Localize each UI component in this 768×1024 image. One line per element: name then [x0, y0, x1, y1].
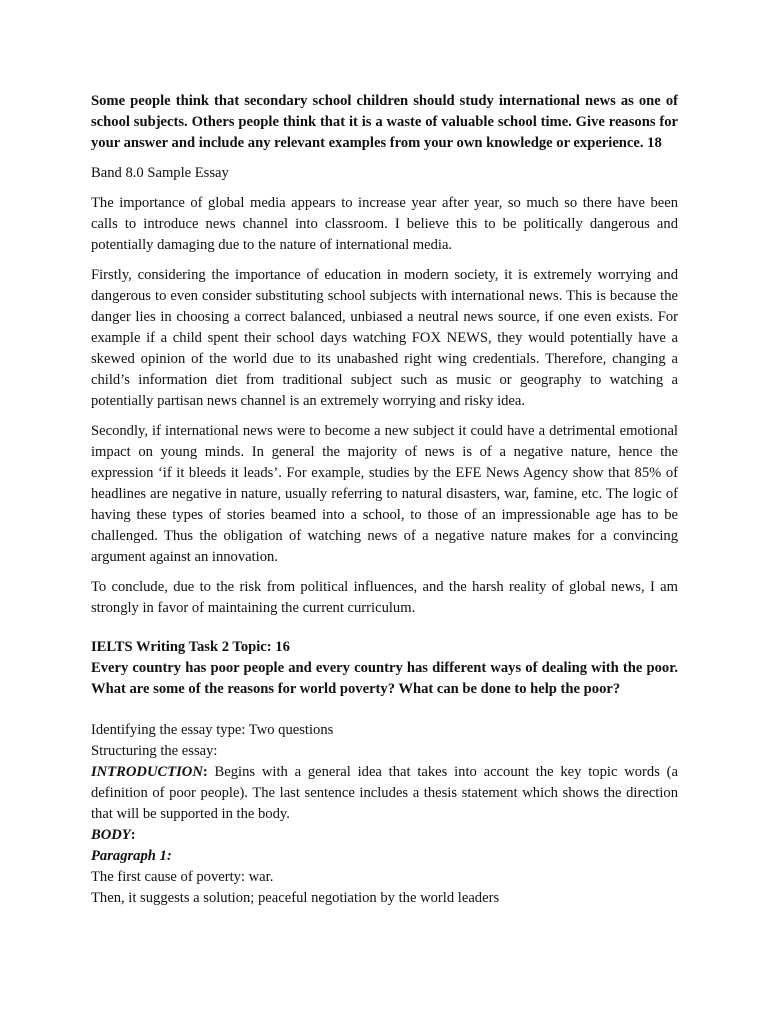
- essay-type-line: Identifying the essay type: Two questions: [91, 722, 334, 738]
- band-label: Band 8.0 Sample Essay: [91, 165, 229, 181]
- body-label: BODY: [91, 827, 131, 843]
- body-colon: :: [130, 827, 136, 843]
- solution-line: Then, it suggests a solution; peaceful negotiation by the world leaders: [91, 890, 500, 906]
- body-heading: [91, 825, 678, 846]
- essay-paragraph-2: Firstly, considering the importance of education in modern society, it is extremely worrying and dangerous to even consider substituting school subjects with international news. This is because the danger lies in choosing a correct balanced, unbiased a neutral news source, if one even exists. For example if a child spent their school days watching FOX NEWS, they would potentially have a skewed opinion of the world due to its unabashed right wing credentials. Therefore, changing a child’s information diet from traditional subject such as music or geography to watching a potentially partisan news channel is an extremely worrying and risky idea.: [91, 267, 678, 409]
- essay-paragraph-3: Secondly, if international news were to become a new subject it could have a detrimental emotional impact on young minds. In general the majority of news is of a negative nature, hence the expression ‘if it bleeds it leads’. For example, studies by the EFE News Agency show that 85% of headlines are negative in nature, usually referring to natural disasters, war, famine, etc. The logic of having these types of stories beamed into a school, to those of an impressionable age has to be challenged. Thus the obligation of watching news of a negative nature makes for a convincing argument against an innovation.: [91, 423, 678, 565]
- cause-line: The first cause of poverty: war.: [91, 869, 274, 885]
- essay-paragraph-1: The importance of global media appears to increase year after year, so much so there have been calls to introduce news channel into classroom. I believe this to be politically dangerous and potentially damaging due to the nature of international media.: [91, 195, 678, 253]
- paragraph-1-label: Paragraph 1:: [91, 848, 172, 864]
- introduction-label: INTRODUCTION: [91, 764, 203, 780]
- topic-question: Every country has poor people and every country has different ways of dealing with the poor. What are some of the reasons for world poverty? What can be done to help the poor?: [91, 660, 678, 697]
- introduction-block: [91, 762, 678, 825]
- introduction-colon: :: [202, 764, 208, 780]
- essay-prompt: Some people think that secondary school children should study international news as one of school subjects. Others people think that it is a waste of valuable school time. Give reasons for your answer and include any relevant examples from your own knowledge or experience. 18: [91, 93, 678, 151]
- topic-heading: IELTS Writing Task 2 Topic: 16: [91, 639, 290, 655]
- structuring-line: Structuring the essay:: [91, 743, 218, 759]
- introduction-text: Begins with a general idea that takes into account the key topic words (a definition of poor people). The last sentence includes a thesis statement which shows the direction that will be supported in the body.: [91, 764, 678, 822]
- essay-conclusion: To conclude, due to the risk from political influences, and the harsh reality of global news, I am strongly in favor of maintaining the current curriculum.: [91, 579, 678, 616]
- document-page: [91, 91, 678, 909]
